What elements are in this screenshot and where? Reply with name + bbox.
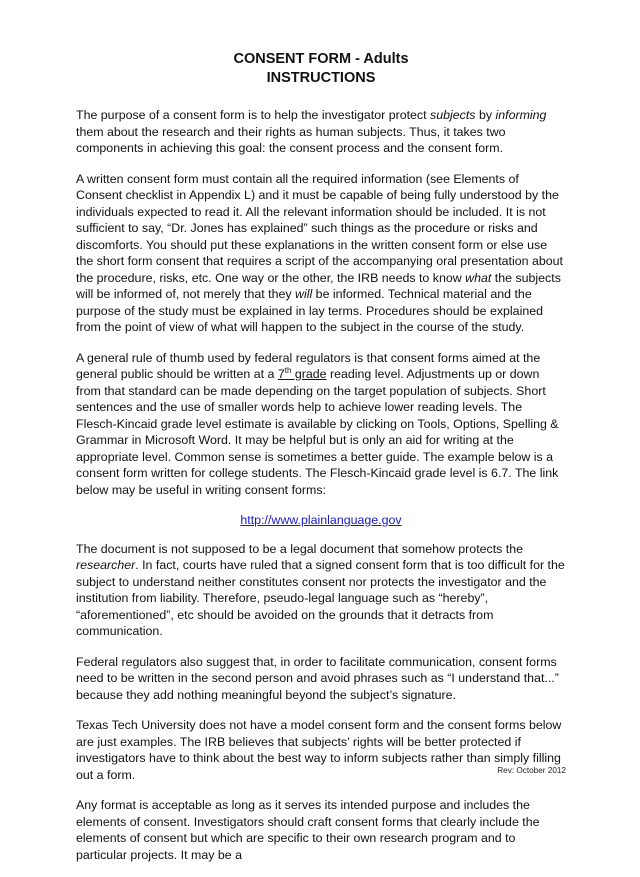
grade-level (278, 367, 327, 381)
paragraph-reading-level (76, 350, 566, 499)
text-run: by (475, 108, 496, 122)
emphasis-what: what (465, 270, 492, 285)
text-run: The purpose of a consent form is to help the investigator protect (76, 108, 431, 122)
paragraph-any-format: Any format is acceptable as long as it serves its intended purpose and includes the elements of consent. Investigators should craft consent forms that clearly include the elements of consent but which are specific to their own research program and to particular projects. It may be a (76, 798, 540, 862)
grade-suffix: th (284, 365, 292, 375)
paragraph-purpose (76, 107, 566, 157)
paragraph-written-consent (76, 171, 566, 336)
emphasis-researcher: researcher (76, 558, 136, 572)
text-run: be informed. Technical material and the purpose of the study must be explained in lay terms. Procedures should be explained from the point of view of what will happen to the subject in the course of the study. (76, 287, 543, 334)
revision-footer: Rev: October 2012 (497, 766, 566, 775)
document-subtitle: INSTRUCTIONS (266, 70, 376, 86)
document-page (76, 50, 566, 877)
text-run: A written consent form must contain all the required information (see Elements of Consent checklist in Appendix L) and it must be capable of being fully understood by the individuals expected to read it. All the relevant information should be included. It is not sufficient to say, “Dr. Jones has explained” such things as the procedure or risks and discomforts. You should put these explanations in the written consent form or else use the short form consent that requires a script of the accompanying oral presentation about the procedure, risks, etc. One way or the other, the IRB needs to know (76, 171, 563, 285)
text-run: . In fact, courts have ruled that a signed consent form that is too difficult for the subject to understand neither constitutes consent nor protects the investigator and the institution from liability. Therefore, pseudo-legal language such as “hereby”, “aforementioned”, etc should be avoided on the grounds that it detracts from communication. (76, 558, 565, 638)
grade-number: 7 (277, 367, 285, 381)
text-run: the subjects will be informed of, not merely that they (76, 270, 561, 301)
emphasis-informing: informing (495, 108, 547, 122)
link-line (76, 512, 566, 529)
text-run: The document is not supposed to be a legal document that somehow protects the (76, 541, 524, 556)
title-block (76, 50, 566, 88)
grade-word: grade (291, 367, 327, 381)
emphasis-subjects: subjects (430, 108, 476, 122)
text-run: them about the research and their rights as human subjects. Thus, it takes two components in achieving this goal: the consent process and the consent form. (76, 124, 506, 155)
text-run: reading level. Adjustments up or down from that standard can be made depending on the target population of subjects. Short sentences and the use of smaller words help to achieve lower reading levels. The Flesch-Kincaid grade level estimate is available by clicking on Tools, Options, Spelling & Grammar in Microsoft Word. It may be helpful but is only an aid for writing at the appropriate level. Common sense is sometimes a better guide. The example below is a consent form written for college students. The Flesch-Kincaid grade level is 6.7. The link below may be useful in writing consent forms: (76, 367, 559, 497)
emphasis-will: will (295, 287, 313, 301)
document-title: CONSENT FORM - Adults (233, 51, 409, 67)
text-run: A general rule of thumb used by federal regulators is that consent forms aimed at the general public should be written at a (76, 350, 541, 381)
paragraph-second-person: Federal regulators also suggest that, in order to facilitate communication, consent forms need to be written in the second person and avoid phrases such as “I understand that...” because they add nothing meaningful beyond the subject’s signature. (76, 654, 559, 702)
paragraph-legal-document (76, 541, 566, 640)
plainlanguage-link[interactable]: http://www.plainlanguage.gov (240, 513, 402, 527)
paragraph-no-model-form: Texas Tech University does not have a model consent form and the consent forms below are just examples. The IRB believes that subjects’ rights will be better protected if investigators have to think about the best way to inform subjects rather than simply filling out a form. (76, 718, 562, 782)
